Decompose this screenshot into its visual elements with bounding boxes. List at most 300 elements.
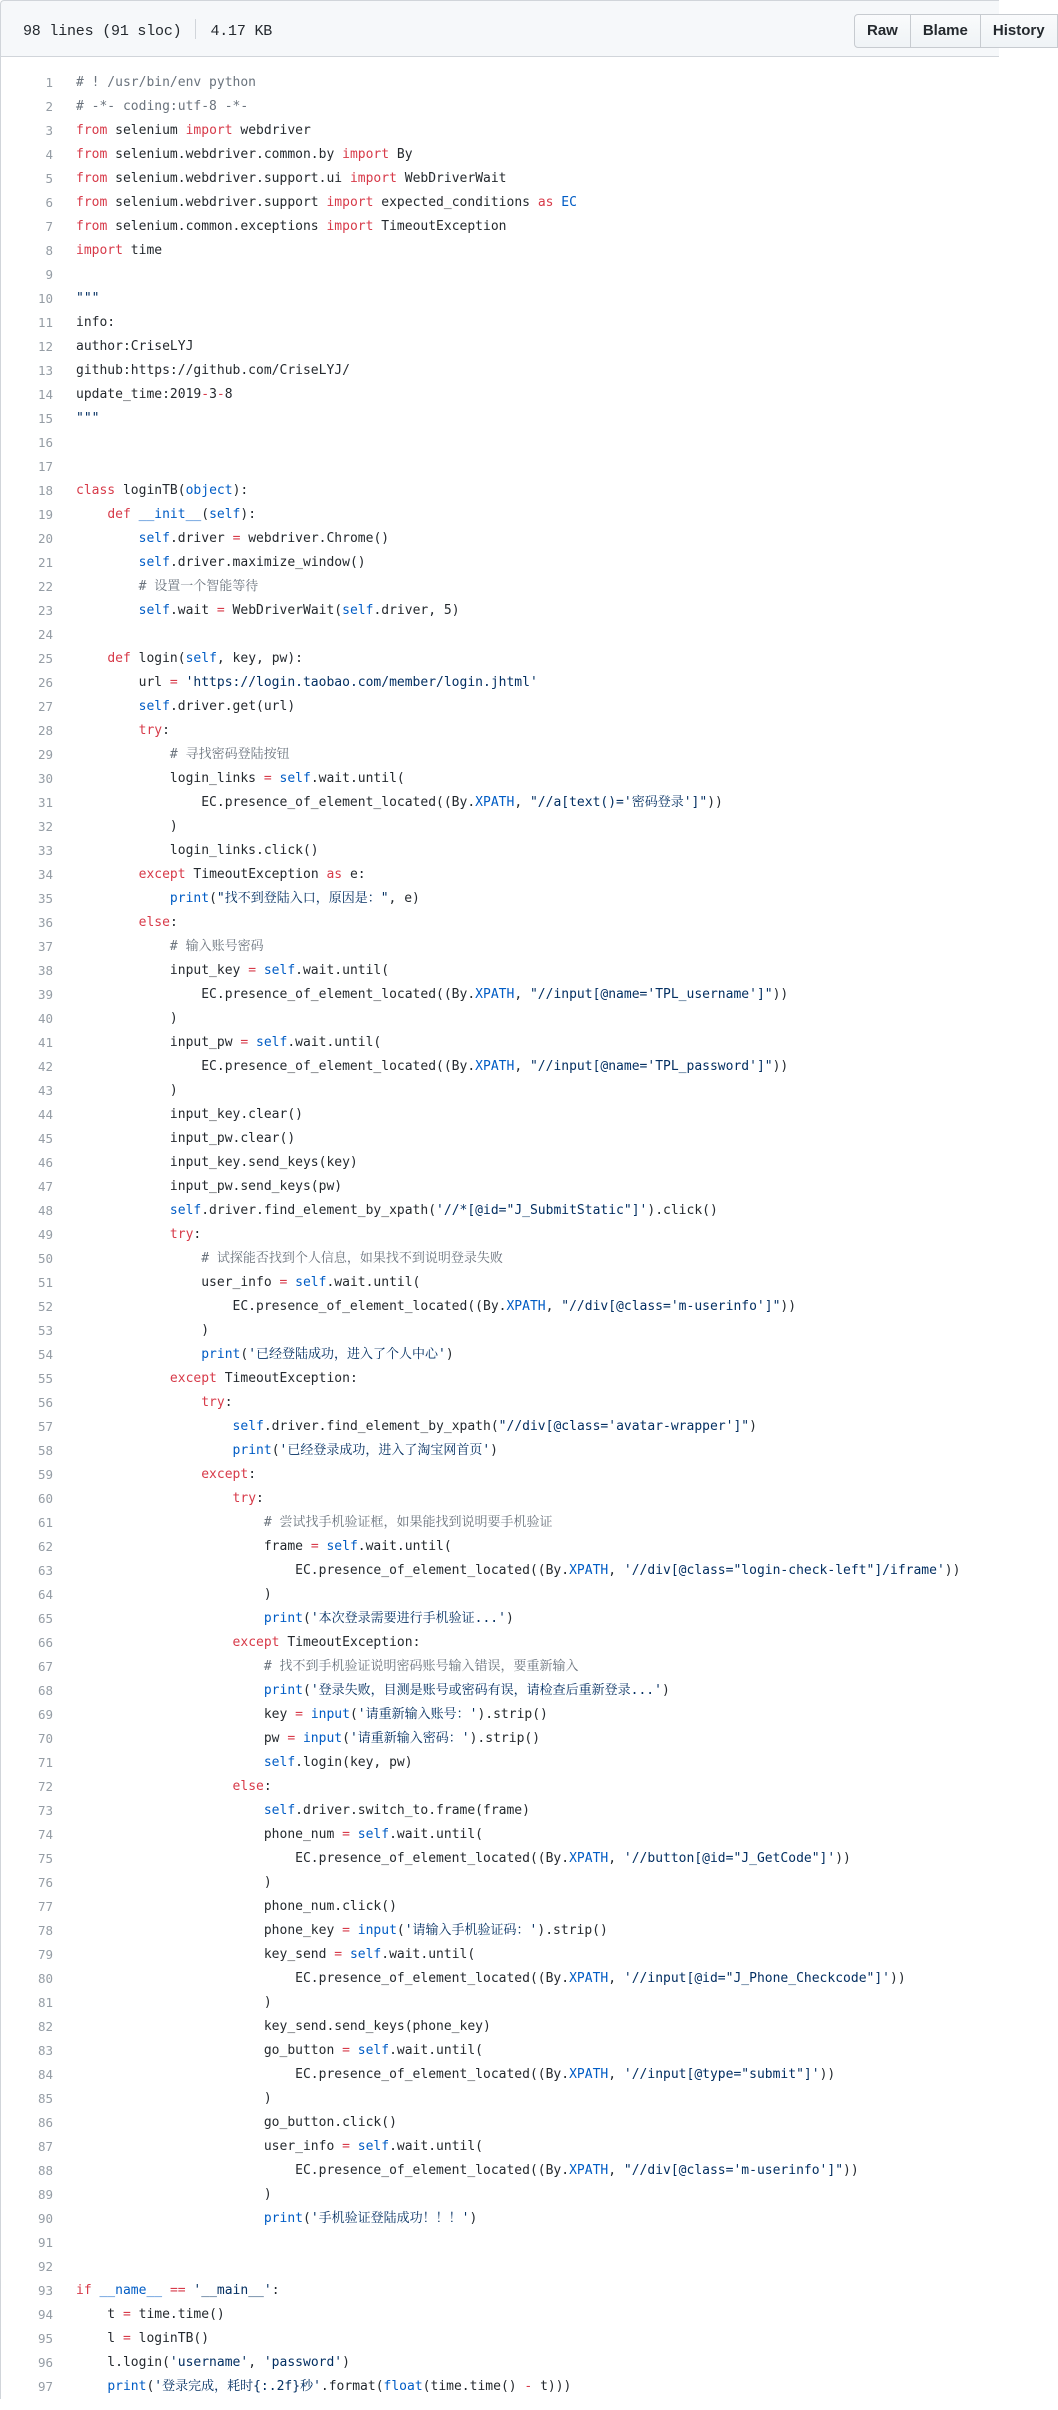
code-line [1,407,999,431]
code-text: print('本次登录需要进行手机验证...') [263,1611,514,1626]
code-text: try: [201,1395,233,1410]
code-text: input_pw.send_keys(pw) [76,1179,343,1194]
code-line [1,1247,999,1271]
line-number[interactable]: 35 [37,891,53,906]
line-number[interactable]: 6 [45,195,53,210]
code-text [53,2231,76,2255]
file-size: 4.17 KB [210,22,273,40]
code-line [1,2015,999,2039]
code-line [1,1847,999,1871]
code-text [53,2255,76,2279]
code-text: EC.presence_of_element_located((By.XPATH, "//input[@name='TPL_username']")) [76,987,789,1002]
line-number[interactable]: 53 [37,1323,53,1338]
code-line [1,623,999,647]
line-number[interactable]: 87 [37,2139,53,2154]
code-text: key_send.send_keys(phone_key) [76,2019,491,2034]
line-number[interactable]: 79 [37,1947,53,1962]
line-number[interactable]: 29 [37,747,53,762]
line-number[interactable]: 48 [37,1203,53,1218]
code-line [1,791,999,815]
line-number[interactable]: 34 [37,867,53,882]
code-text: go_button.click() [76,2115,397,2130]
line-number[interactable]: 81 [37,1995,53,2010]
line-number[interactable]: 30 [37,771,53,786]
code-line [1,1439,999,1463]
code-text: print('已经登录成功，进入了淘宝网首页') [232,1443,498,1458]
code-line [1,1655,999,1679]
code-line [1,1031,999,1055]
line-number[interactable]: 21 [37,555,53,570]
line-number[interactable]: 71 [37,1755,53,1770]
code-line [1,1295,999,1319]
code-line [1,599,999,623]
code-line [1,191,999,215]
line-number[interactable]: 55 [37,1371,53,1386]
code-text: else: [232,1779,272,1794]
line-number[interactable]: 96 [37,2355,53,2370]
line-number[interactable]: 11 [37,315,53,330]
code-line [1,1103,999,1127]
code-line [1,2183,999,2207]
line-number[interactable]: 97 [37,2379,53,2394]
code-text: except: [201,1467,257,1482]
code-text: frame = self.wait.until( [76,1539,452,1554]
line-number[interactable]: 19 [37,507,53,522]
code-text: def __init__(self): [107,507,257,522]
line-number[interactable]: 15 [37,411,53,426]
line-number[interactable]: 43 [37,1083,53,1098]
code-line [1,263,999,287]
code-text: input_key = self.wait.until( [76,963,390,978]
line-number[interactable]: 63 [37,1563,53,1578]
code-text: class loginTB(object): [76,483,249,498]
code-text: user_info = self.wait.until( [76,1275,421,1290]
code-line [1,311,999,335]
code-text: # 设置一个智能等待 [138,579,259,594]
line-number[interactable]: 27 [37,699,53,714]
code-text: input_key.clear() [76,1107,303,1122]
line-number[interactable]: 18 [37,483,53,498]
code-line [1,1775,999,1799]
code-line [1,575,999,599]
code-line [1,71,999,95]
code-line [1,1919,999,1943]
line-number[interactable]: 37 [37,939,53,954]
code-line [1,887,999,911]
line-number[interactable]: 44 [37,1107,53,1122]
code-line [1,479,999,503]
code-line [1,2327,999,2351]
line-number[interactable]: 26 [37,675,53,690]
code-line [1,1463,999,1487]
code-line [1,1943,999,1967]
code-text: ) [76,819,178,834]
line-number[interactable]: 94 [37,2307,53,2322]
code-text: input_key.send_keys(key) [76,1155,358,1170]
code-line [1,1679,999,1703]
code-text: update_time:2019-3-8 [76,387,233,402]
code-text [53,455,76,479]
line-number[interactable]: 38 [37,963,53,978]
code-line [1,143,999,167]
code-text: input_pw = self.wait.until( [76,1035,382,1050]
code-text: # 试探能否找到个人信息，如果找不到说明登录失败 [201,1251,503,1266]
line-number[interactable]: 74 [37,1827,53,1842]
code-line [1,1007,999,1031]
line-number[interactable]: 28 [37,723,53,738]
code-text: ) [76,1323,210,1338]
code-text: from selenium.webdriver.support.ui import WebDriverWait [76,171,507,186]
line-number[interactable]: 80 [37,1971,53,1986]
line-number[interactable]: 88 [37,2163,53,2178]
line-number[interactable]: 22 [37,579,53,594]
code-line [1,2279,999,2303]
code-line [1,2303,999,2327]
code-text: phone_num.click() [76,1899,397,1914]
code-text: input_pw.clear() [76,1131,296,1146]
line-number[interactable]: 85 [37,2091,53,2106]
code-line [1,1631,999,1655]
code-text: def login(self, key, pw): [107,651,303,666]
line-number[interactable]: 51 [37,1275,53,1290]
code-line [1,1319,999,1343]
code-text: # 输入账号密码 [169,939,264,954]
code-line [1,455,999,479]
code-line [1,1799,999,1823]
code-line [1,503,999,527]
code-line [1,167,999,191]
code-text: url = 'https://login.taobao.com/member/login.jhtml' [76,675,538,690]
code-line [1,359,999,383]
blame-button[interactable]: Blame [910,14,981,48]
code-text: EC.presence_of_element_located((By.XPATH, '//button[@id="J_GetCode"]')) [76,1851,851,1866]
code-text: github:https://github.com/CriseLYJ/ [76,363,350,378]
code-text: from selenium import webdriver [76,123,311,138]
code-text: try: [138,723,170,738]
code-line [1,551,999,575]
code-text: pw = input('请重新输入密码：').strip() [76,1731,541,1746]
code-line [1,2255,999,2279]
line-number[interactable]: 33 [37,843,53,858]
code-text: EC.presence_of_element_located((By.XPATH, "//div[@class='m-userinfo']")) [76,1299,797,1314]
code-text: ) [76,1995,272,2010]
code-text: self.driver.get(url) [138,699,296,714]
code-text: self.login(key, pw) [263,1755,413,1770]
line-number[interactable]: 32 [37,819,53,834]
code-line [1,647,999,671]
line-number[interactable]: 3 [45,123,53,138]
line-number[interactable]: 40 [37,1011,53,1026]
code-text: EC.presence_of_element_located((By.XPATH, "//input[@name='TPL_password']")) [76,1059,789,1074]
code-text: phone_key = input('请输入手机验证码：').strip() [76,1923,608,1938]
code-text: t = time.time() [76,2307,225,2322]
line-number[interactable]: 70 [37,1731,53,1746]
line-number[interactable]: 46 [37,1155,53,1170]
line-number[interactable]: 93 [37,2283,53,2298]
code-text: from selenium.webdriver.support import expected_conditions as EC [76,195,577,210]
code-text: self.wait = WebDriverWait(self.driver, 5) [138,603,460,618]
code-line [1,1967,999,1991]
code-text: except TimeoutException as e: [138,867,366,882]
line-number[interactable]: 8 [45,243,53,258]
code-text: author:CriseLYJ [76,339,194,354]
code-line [1,431,999,455]
code-text: # 寻找密码登陆按钮 [169,747,290,762]
line-number[interactable]: 25 [37,651,53,666]
code-text: EC.presence_of_element_located((By.XPATH, "//a[text()='密码登录']")) [76,795,723,810]
code-line [1,1823,999,1847]
line-number[interactable]: 91 [37,2235,53,2250]
line-number[interactable]: 49 [37,1227,53,1242]
code-line [1,1991,999,2015]
code-text: """ [76,411,100,426]
raw-button[interactable]: Raw [854,14,911,48]
line-number[interactable]: 47 [37,1179,53,1194]
line-number[interactable]: 60 [37,1491,53,1506]
code-text: self.driver.find_element_by_xpath('//*[@id="J_SubmitStatic"]').click() [169,1203,718,1218]
code-text: l.login('username', 'password') [76,2355,350,2370]
code-line [1,2231,999,2255]
code-line [1,815,999,839]
code-line [1,1391,999,1415]
code-text: EC.presence_of_element_located((By.XPATH, '//input[@type="submit"]')) [76,2067,836,2082]
code-text: # 找不到手机验证说明密码账号输入错误，要重新输入 [263,1659,579,1674]
code-line [1,767,999,791]
code-text: except TimeoutException: [232,1635,421,1650]
line-number[interactable]: 2 [45,99,53,114]
history-button[interactable]: History [980,14,1058,48]
code-line [1,383,999,407]
code-line [1,1871,999,1895]
code-text: print('手机验证登陆成功！！！') [263,2211,478,2226]
code-text: print("找不到登陆入口，原因是：", e) [169,891,420,906]
code-line [1,239,999,263]
line-number[interactable]: 7 [45,219,53,234]
line-number[interactable]: 58 [37,1443,53,1458]
code-text: """ [76,291,100,306]
code-line [1,2135,999,2159]
line-number[interactable]: 45 [37,1131,53,1146]
line-number[interactable]: 36 [37,915,53,930]
code-text [53,263,76,287]
code-line [1,2087,999,2111]
line-number[interactable]: 69 [37,1707,53,1722]
line-number[interactable]: 39 [37,987,53,1002]
header-divider [195,19,196,39]
code-text: self.driver.switch_to.frame(frame) [263,1803,530,1818]
code-text: user_info = self.wait.until( [76,2139,483,2154]
code-text: print('登录完成，耗时{:.2f}秒'.format(float(time.time() - t))) [107,2379,572,2394]
code-line [1,1607,999,1631]
line-number[interactable]: 59 [37,1467,53,1482]
code-line [1,527,999,551]
code-text: try: [169,1227,202,1242]
code-text: l = loginTB() [76,2331,210,2346]
code-text: try: [232,1491,264,1506]
code-text: go_button = self.wait.until( [76,2043,483,2058]
code-line [1,1223,999,1247]
code-line [1,839,999,863]
code-line [1,1055,999,1079]
line-number[interactable]: 31 [37,795,53,810]
code-line [1,911,999,935]
code-line [1,1127,999,1151]
code-line [1,959,999,983]
line-number[interactable]: 66 [37,1635,53,1650]
line-number[interactable]: 13 [37,363,53,378]
code-line [1,95,999,119]
code-text: ) [76,1011,178,1026]
code-line [1,935,999,959]
code-text [53,623,76,647]
code-text: EC.presence_of_element_located((By.XPATH, "//div[@class='m-userinfo']")) [76,2163,859,2178]
line-number[interactable]: 73 [37,1803,53,1818]
code-line [1,2111,999,2135]
line-number[interactable]: 82 [37,2019,53,2034]
line-number[interactable]: 57 [37,1419,53,1434]
line-count: 98 lines (91 sloc) [23,22,182,40]
code-line [1,1727,999,1751]
line-number[interactable]: 62 [37,1539,53,1554]
code-line [1,671,999,695]
line-number[interactable]: 54 [37,1347,53,1362]
code-line [1,1751,999,1775]
line-number[interactable]: 50 [37,1251,53,1266]
code-line [1,335,999,359]
code-line [1,1199,999,1223]
code-text: login_links.click() [76,843,319,858]
code-text: except TimeoutException: [169,1371,358,1386]
line-number[interactable]: 9 [45,267,53,282]
line-number[interactable]: 75 [37,1851,53,1866]
line-number[interactable]: 67 [37,1659,53,1674]
code-line [1,1151,999,1175]
code-text: from selenium.webdriver.common.by import By [76,147,413,162]
line-number[interactable]: 83 [37,2043,53,2058]
line-number[interactable]: 86 [37,2115,53,2130]
line-number[interactable]: 1 [45,75,53,90]
code-line [1,1415,999,1439]
line-number[interactable]: 56 [37,1395,53,1410]
code-line [1,863,999,887]
code-line [1,1271,999,1295]
code-view [0,57,999,2399]
code-line [1,719,999,743]
code-text: self.driver.find_element_by_xpath("//div[@class='avatar-wrapper']") [232,1419,757,1434]
code-line [1,1343,999,1367]
line-number[interactable]: 92 [37,2259,53,2274]
code-text: phone_num = self.wait.until( [76,1827,483,1842]
code-text: ) [76,1587,272,1602]
file-actions [854,14,1058,48]
line-number[interactable]: 10 [37,291,53,306]
code-line [1,695,999,719]
line-number[interactable]: 16 [37,435,53,450]
code-text: # -*- coding:utf-8 -*- [76,99,249,114]
line-number[interactable]: 4 [45,147,53,162]
line-number[interactable]: 61 [37,1515,53,1530]
code-line [1,2159,999,2183]
code-text: key = input('请重新输入账号：').strip() [76,1707,548,1722]
code-line [1,1895,999,1919]
line-number[interactable]: 41 [37,1035,53,1050]
code-line [1,743,999,767]
code-text: EC.presence_of_element_located((By.XPATH, '//div[@class="login-check-left"]/iframe')) [76,1563,961,1578]
line-number[interactable]: 5 [45,171,53,186]
file-header [0,0,1045,57]
line-number[interactable]: 12 [37,339,53,354]
code-line [1,2063,999,2087]
line-number[interactable]: 23 [37,603,53,618]
code-text: ) [76,2187,272,2202]
code-text: print('登录失败，目测是账号或密码有误，请检查后重新登录...') [263,1683,670,1698]
line-number[interactable]: 52 [37,1299,53,1314]
line-number[interactable]: 84 [37,2067,53,2082]
line-number[interactable]: 78 [37,1923,53,1938]
code-text: info: [76,315,116,330]
line-number[interactable]: 64 [37,1587,53,1602]
code-line [1,215,999,239]
code-line [1,2351,999,2375]
line-number[interactable]: 76 [37,1875,53,1890]
code-text: if __name__ == '__main__': [76,2283,280,2298]
code-text: EC.presence_of_element_located((By.XPATH, '//input[@id="J_Phone_Checkcode"]')) [76,1971,906,1986]
code-text: key_send = self.wait.until( [76,1947,476,1962]
line-number[interactable]: 24 [37,627,53,642]
code-line [1,1079,999,1103]
line-number[interactable]: 65 [37,1611,53,1626]
code-line [1,2375,999,2399]
code-text: print('已经登陆成功，进入了个人中心') [201,1347,454,1362]
code-line [1,1367,999,1391]
code-line [1,119,999,143]
line-number[interactable]: 89 [37,2187,53,2202]
code-line [1,1583,999,1607]
line-number[interactable]: 20 [37,531,53,546]
code-line [1,1535,999,1559]
code-text: ) [76,1875,272,1890]
code-line [1,1487,999,1511]
line-number[interactable]: 90 [37,2211,53,2226]
code-text: ) [76,2091,272,2106]
code-text: # 尝试找手机验证框，如果能找到说明要手机验证 [263,1515,553,1530]
line-number[interactable]: 77 [37,1899,53,1914]
code-text: else: [138,915,178,930]
code-text: # ! /usr/bin/env python [76,75,257,90]
code-text: import time [76,243,163,258]
line-number[interactable]: 95 [37,2331,53,2346]
code-line [1,2039,999,2063]
line-number[interactable]: 42 [37,1059,53,1074]
code-text: self.driver.maximize_window() [138,555,366,570]
line-number[interactable]: 14 [37,387,53,402]
code-text: from selenium.common.exceptions import TimeoutException [76,219,507,234]
code-line [1,2207,999,2231]
code-line [1,1511,999,1535]
line-number[interactable]: 68 [37,1683,53,1698]
code-text: ) [76,1083,178,1098]
code-line [1,287,999,311]
code-text [53,431,76,455]
code-line [1,1703,999,1727]
code-line [1,983,999,1007]
line-number[interactable]: 17 [37,459,53,474]
code-text: self.driver = webdriver.Chrome() [138,531,390,546]
line-number[interactable]: 72 [37,1779,53,1794]
code-line [1,1175,999,1199]
file-info [23,21,272,41]
code-text: login_links = self.wait.until( [76,771,405,786]
